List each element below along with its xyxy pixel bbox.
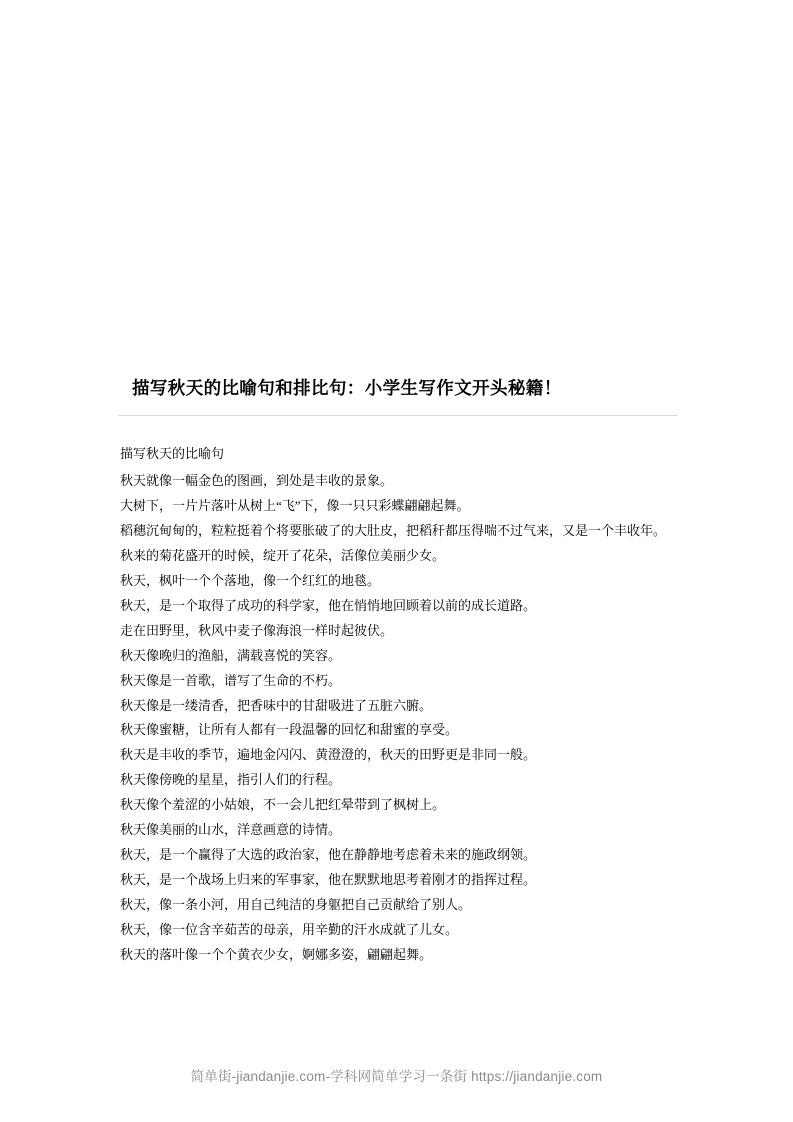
paragraph: 秋天像傍晚的星星，指引人们的行程。 <box>120 772 342 788</box>
paragraph: 秋天，像一条小河，用自己纯洁的身躯把自己贡献给了别人。 <box>120 897 472 913</box>
page-footer: 简单街-jiandanjie.com-学科网简单学习一条街 https://jiandanjie.com <box>190 1069 603 1084</box>
paragraph: 秋天像是一缕清香，把香味中的甘甜吸进了五脏六腑。 <box>120 697 433 713</box>
paragraph: 秋天像蜜糖，让所有人都有一段温馨的回忆和甜蜜的享受。 <box>120 722 459 738</box>
paragraph: 秋天像美丽的山水，洋意画意的诗情。 <box>120 822 342 838</box>
paragraph: 走在田野里，秋风中麦子像海浪一样时起彼伏。 <box>120 622 394 638</box>
document-content <box>118 375 678 968</box>
paragraph: 稻穗沉甸甸的，粒粒挺着个将要胀破了的大肚皮，把稻秆都压得喘不过气来，又是一个丰收年。 <box>120 522 667 538</box>
paragraph-list <box>118 469 678 968</box>
paragraph: 秋天，是一个赢得了大选的政治家，他在静静地考虑着未来的施政纲领。 <box>120 847 537 863</box>
paragraph: 秋天的落叶像一个个黄衣少女，婀娜多姿，翩翩起舞。 <box>120 947 433 963</box>
section-heading: 描写秋天的比喻句 <box>120 446 225 462</box>
paragraph: 秋天是丰收的季节，遍地金闪闪、黄澄澄的，秋天的田野更是非同一般。 <box>120 747 537 763</box>
paragraph: 大树下，一片片落叶从树上“飞”下，像一只只彩蝶翩翩起舞。 <box>120 497 470 513</box>
paragraph: 秋天，像一位含辛茹苦的母亲，用辛勤的汗水成就了儿女。 <box>120 922 459 938</box>
paragraph: 秋天像个羞涩的小姑娘，不一会儿把红晕带到了枫树上。 <box>120 797 446 813</box>
paragraph: 秋天，是一个战场上归来的军事家，他在默默地思考着刚才的指挥过程。 <box>120 872 537 888</box>
paragraph: 秋天，枫叶一个个落地，像一个红红的地毯。 <box>120 572 381 588</box>
paragraph: 秋天像是一首歌，谱写了生命的不朽。 <box>120 672 342 688</box>
paragraph: 秋天，是一个取得了成功的科学家，他在悄悄地回顾着以前的成长道路。 <box>120 597 537 613</box>
page-title: 描写秋天的比喻句和排比句：小学生写作文开头秘籍！ <box>132 378 562 398</box>
paragraph: 秋天就像一幅金色的图画，到处是丰收的景象。 <box>120 472 394 488</box>
paragraph: 秋来的菊花盛开的时候，绽开了花朵，活像位美丽少女。 <box>120 547 446 563</box>
title-divider <box>118 415 678 416</box>
paragraph: 秋天像晚归的渔船，满载喜悦的笑容。 <box>120 647 342 663</box>
